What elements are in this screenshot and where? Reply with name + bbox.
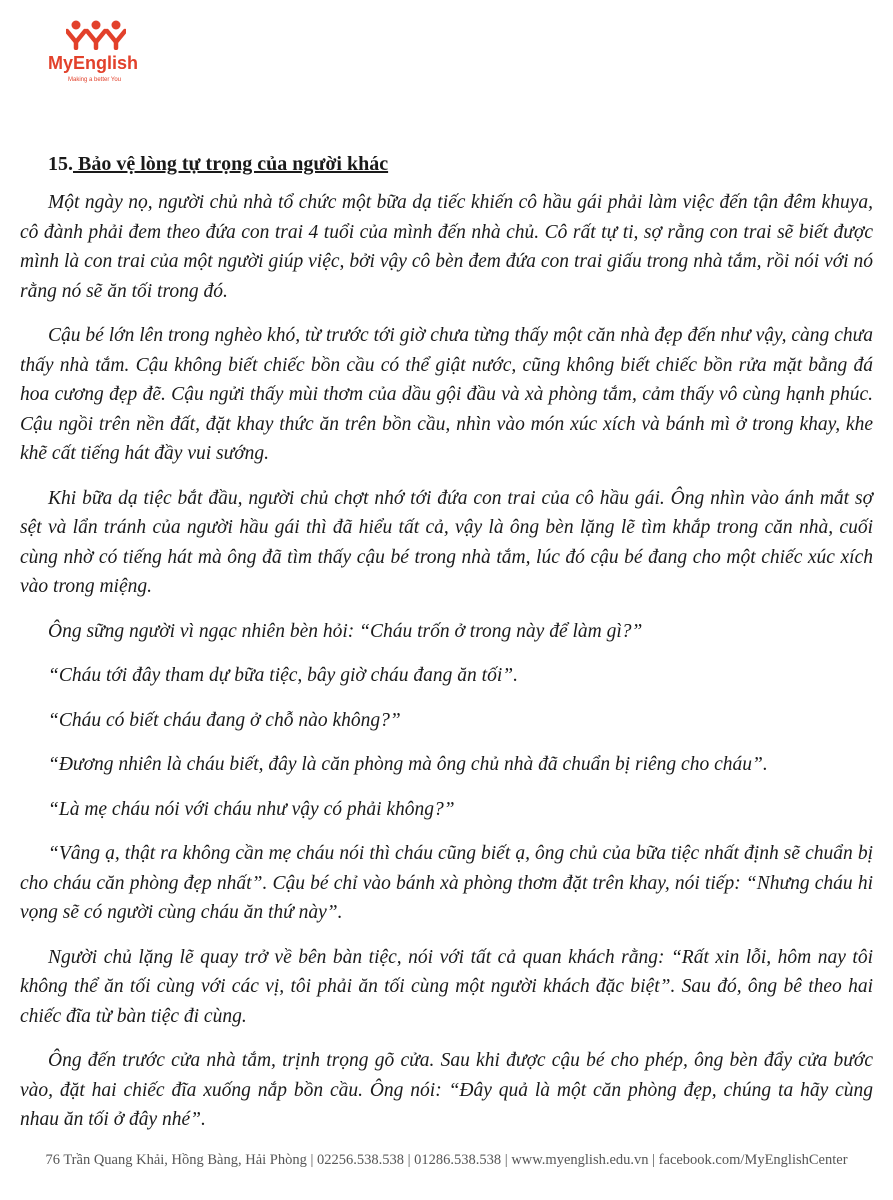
- three-people-icon: [66, 20, 126, 50]
- paragraph: Một ngày nọ, người chủ nhà tổ chức một bữa dạ tiếc khiến cô hầu gái phải làm việc đến tận đêm khuya, cô đành phải đem theo đứa con trai 4 tuổi của mình đến nhà chủ. Cô rất tự ti, sợ rằng con trai sẽ biết được mình là con trai của một người giúp việc, bởi vậy cô bèn đem đứa con trai giấu trong nhà tắm, rồi nói với nó rằng nó sẽ ăn tối trong đó.: [20, 192, 873, 302]
- paragraph: Khi bữa dạ tiệc bắt đầu, người chủ chợt nhớ tới đứa con trai của cô hầu gái. Ông nhìn vào ánh mắt sợ sệt và lẩn tránh của người hầu gái thì đã hiểu tất cả, vậy là ông bèn lặng lẽ tìm khắp trong căn nhà, cuối cùng nhờ có tiếng hát mà ông đã tìm thấy cậu bé trong nhà tắm, lúc đó cậu bé đang cho một chiếc xúc xích vào trong miệng.: [20, 487, 873, 597]
- paragraph: “Là mẹ cháu nói với cháu như vậy có phải không?”: [48, 798, 455, 820]
- brand-logo: [48, 20, 158, 92]
- paragraph: “Đương nhiên là cháu biết, đây là căn phòng mà ông chủ nhà đã chuẩn bị riêng cho cháu”.: [48, 754, 768, 775]
- footer-contact: 76 Trần Quang Khải, Hồng Bàng, Hải Phòng | 02256.538.538 | 01286.538.538 | www.myenglish.edu.vn | facebook.com/MyEnglishCenter: [45, 1152, 848, 1168]
- paragraph: “Cháu có biết cháu đang ở chỗ nào không?”: [48, 709, 401, 731]
- section-number: 15.: [48, 153, 73, 175]
- paragraph: “Vâng ạ, thật ra không cần mẹ cháu nói thì cháu cũng biết ạ, ông chủ của bữa tiệc nhất định sẽ chuẩn bị cho cháu căn phòng đẹp nhất”. Cậu bé chỉ vào bánh xà phòng thơm đặt trên khay, nói tiếp: “Nhưng cháu hi vọng sẽ có người cùng cháu ăn thứ này”.: [20, 843, 873, 923]
- paragraph: Ông sững người vì ngạc nhiên bèn hỏi: “Cháu trốn ở trong này để làm gì?”: [48, 620, 643, 642]
- paragraph: Người chủ lặng lẽ quay trở về bên bàn tiệc, nói với tất cả quan khách rằng: “Rất xin lỗi, hôm nay tôi không thể ăn tối cùng với các vị, tôi phải ăn tối cùng một người khách đặc biệt”. Sau đó, ông bê theo hai chiếc đĩa từ bàn tiệc đi cùng.: [20, 946, 873, 1027]
- section-title-text: Bảo vệ lòng tự trọng của người khác: [73, 153, 389, 175]
- paragraph: Cậu bé lớn lên trong nghèo khó, từ trước tới giờ chưa từng thấy một căn nhà đẹp đến như vậy, càng chưa thấy nhà tắm. Cậu không biết chiếc bồn cầu có thể giật nước, cũng không biết chiếc bồn rửa mặt bằng đá hoa cương đẹp đẽ. Cậu ngửi thấy mùi thơm của dầu gội đầu và xà phòng tắm, cảm thấy vô cùng hạnh phúc. Cậu ngồi trên nền đất, đặt khay thức ăn trên bồn cầu, nhìn vào món xúc xích và bánh mì ở trong khay, khe khẽ cất tiếng hát đầy vui sướng.: [20, 325, 873, 464]
- paragraph: Ông đến trước cửa nhà tắm, trịnh trọng gõ cửa. Sau khi được cậu bé cho phép, ông bèn đẩy cửa bước vào, đặt hai chiếc đĩa xuống nắp bồn cầu. Ông nói: “Đây quả là một căn phòng đẹp, chúng ta hãy cùng nhau ăn tối ở đây nhé”.: [20, 1050, 873, 1130]
- logo-tagline: Making a better You: [68, 77, 122, 83]
- article: [20, 150, 873, 1150]
- logo-name: MyEnglish: [48, 53, 139, 73]
- section-title: [48, 150, 873, 178]
- paragraph: “Cháu tới đây tham dự bữa tiệc, bây giờ cháu đang ăn tối”.: [48, 665, 518, 686]
